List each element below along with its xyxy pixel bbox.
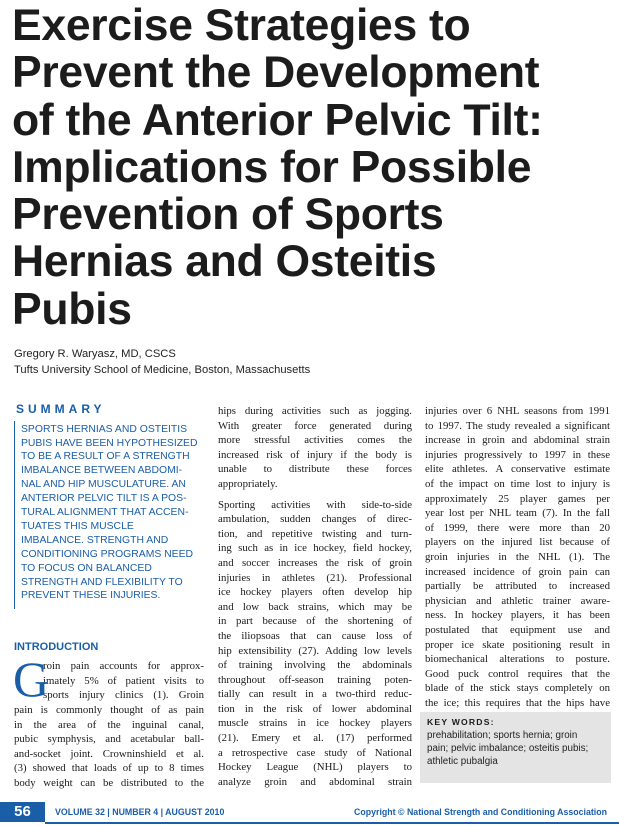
text-line: hips during activities such as jogging. bbox=[218, 405, 412, 417]
text-line: elite athletes. A conservative estimate bbox=[425, 463, 610, 476]
article-title bbox=[12, 2, 612, 333]
keywords-line: athletic pubalgia bbox=[427, 756, 498, 768]
text-line: of 1999, there were more than 20 bbox=[425, 521, 610, 534]
text-line: analyze groin and abdominal strain bbox=[218, 775, 412, 788]
text-line: injuries over 6 NHL seasons from 1991 bbox=[425, 405, 610, 417]
summary-line: TO FOCUS ON BALANCED bbox=[21, 562, 152, 574]
summary-line: ANTERIOR PELVIC TILT IS A POS- bbox=[21, 493, 187, 505]
text-line: Hockey League (NHL) players to bbox=[218, 761, 412, 774]
text-line: blade of the stick stays completely on bbox=[425, 682, 610, 695]
intro-line: (3) showed that loads of up to 8 times bbox=[14, 762, 204, 775]
summary-line: TUATES THIS MUSCLE bbox=[21, 520, 134, 532]
intro-line: pubic symphysis, and acetabular ball- bbox=[14, 733, 204, 746]
summary-box bbox=[14, 421, 204, 609]
text-line: ambulation, sudden changes of direc- bbox=[218, 513, 412, 526]
text-line: injuries in athletes (21). Professional bbox=[218, 571, 412, 584]
intro-line: body weight can be distributed to the bbox=[14, 776, 204, 789]
text-line: ing such as in ice hockey, field hockey, bbox=[218, 542, 412, 555]
summary-line: PREVENT THESE INJURIES. bbox=[21, 590, 161, 602]
text-line: of training involving the abdominals bbox=[218, 659, 412, 672]
paragraph bbox=[218, 404, 412, 492]
text-line: players on the injured list because of bbox=[425, 536, 610, 549]
text-line: more stressful activities comes the bbox=[218, 434, 412, 447]
text-line: hip extensibility (27). Adding low levels bbox=[218, 644, 412, 657]
text-line: physician and athletic trainer aware- bbox=[425, 594, 610, 607]
text-line: the ice; this requires that the hips have bbox=[425, 696, 610, 709]
summary-line: IMBALANCE BETWEEN ABDOMI- bbox=[21, 465, 183, 477]
intro-line: in the area of the inguinal canal, bbox=[14, 718, 204, 731]
summary-line: PUBIS HAVE BEEN HYPOTHESIZED bbox=[21, 437, 198, 449]
intro-line: sports injury clinics (1). Groin bbox=[43, 689, 204, 702]
keywords-heading: KEY WORDS: bbox=[427, 717, 495, 727]
title-line: Implications for Possible bbox=[12, 142, 532, 192]
text-line: With greater force generated during bbox=[218, 419, 412, 432]
page-footer bbox=[0, 798, 619, 826]
column-1 bbox=[14, 402, 204, 791]
summary-line: TO BE A RESULT OF A STRENGTH bbox=[21, 451, 190, 463]
drop-cap: G bbox=[13, 651, 50, 708]
text-line: a retrospective case study of National bbox=[218, 746, 412, 759]
paragraph bbox=[218, 498, 412, 790]
text-line: and low back strains, which may be bbox=[218, 600, 412, 613]
author-name: Gregory R. Waryasz, MD, CSCS bbox=[14, 348, 176, 360]
page-number: 56 bbox=[0, 802, 45, 822]
keywords-line: pain; pelvic imbalance; osteitis pubis; bbox=[427, 743, 589, 755]
title-line: Pubis bbox=[12, 284, 132, 334]
text-line: of the impact on time lost to injury is bbox=[425, 477, 610, 490]
text-line: year lost per NHL team (7). In the fall bbox=[425, 507, 610, 520]
text-line: Sporting activities with side-to-side bbox=[218, 498, 412, 511]
text-line: proper ice skate positioning result in bbox=[425, 638, 610, 651]
summary-line: TURAL ALIGNMENT THAT ACCEN- bbox=[21, 507, 189, 519]
text-line: and soccer increases the risk of groin bbox=[218, 556, 412, 569]
text-line: tially can result in a two-third reduc- bbox=[218, 688, 412, 701]
author-affiliation: Tufts University School of Medicine, Boston, Massachusetts bbox=[14, 363, 311, 376]
text-line: tion, and repetitive twisting and turn- bbox=[218, 527, 412, 540]
text-line: groin injuries in the NHL (1). The bbox=[425, 550, 610, 563]
issue-info: VOLUME 32 | NUMBER 4 | AUGUST 2010 bbox=[55, 807, 225, 817]
introduction-heading: INTRODUCTION bbox=[14, 640, 99, 653]
text-line: (21). Emery et al. (17) performed bbox=[218, 732, 412, 745]
intro-line: pain is commonly thought of as pain bbox=[14, 703, 204, 716]
copyright-notice: Copyright © National Strength and Conditioning Association bbox=[354, 807, 607, 817]
intro-line: imately 5% of patient visits to bbox=[43, 674, 204, 687]
summary-line: CONDITIONING PROGRAMS NEED bbox=[21, 548, 194, 560]
keywords-box bbox=[420, 712, 611, 783]
text-line: increased risk of injury if the body is bbox=[218, 448, 412, 461]
text-line: to 1997. The study revealed a significant bbox=[425, 419, 610, 432]
text-line: increase in groin and abdominal strain bbox=[425, 434, 610, 447]
introduction-text bbox=[13, 651, 204, 790]
column-2 bbox=[218, 404, 412, 789]
text-line: ness. In hockey players, it has been bbox=[425, 609, 610, 622]
title-line: Prevent the Development bbox=[12, 48, 540, 98]
summary-line: NAL AND HIP MUSCULATURE. AN bbox=[21, 479, 186, 491]
keywords-text bbox=[427, 729, 611, 769]
text-line: ice hockey players often develop hip bbox=[218, 586, 412, 599]
summary-line: IMBALANCE. STRENGTH AND bbox=[21, 534, 169, 546]
text-line: Good puck control requires that the bbox=[425, 667, 610, 680]
intro-line: and-socket joint. Crowninshield et al. bbox=[14, 747, 204, 760]
title-line: Prevention of Sports bbox=[12, 190, 444, 240]
intro-line: roin pain accounts for approx- bbox=[43, 660, 204, 673]
footer-rule bbox=[45, 822, 619, 824]
text-line: in part because of the shortening of bbox=[218, 615, 412, 628]
summary-heading: SUMMARY bbox=[16, 402, 106, 416]
summary-line: SPORTS HERNIAS AND OSTEITIS bbox=[21, 423, 188, 435]
summary-line: STRENGTH AND FLEXIBILITY TO bbox=[21, 576, 183, 588]
text-line: postulated that equipment use and bbox=[425, 623, 610, 636]
text-line: muscle strains in ice hockey players bbox=[218, 717, 412, 730]
text-line: tion in the risk of lower abdominal bbox=[218, 702, 412, 715]
text-line: unable to distribute these forces bbox=[218, 463, 412, 476]
text-line: injuries progressively to 1997 in these bbox=[425, 448, 610, 461]
text-line: increased incidence of groin pain can bbox=[425, 565, 610, 578]
title-line: Hernias and Osteitis bbox=[12, 237, 437, 287]
text-line: partially be attributed to increased bbox=[425, 580, 610, 593]
text-line: biomechanical alterations to posture. bbox=[425, 653, 610, 666]
author-block bbox=[14, 347, 310, 378]
title-line: of the Anterior Pelvic Tilt: bbox=[12, 95, 543, 145]
text-line: approximately 25 player games per bbox=[425, 492, 610, 505]
title-line: Exercise Strategies to bbox=[12, 1, 471, 50]
text-line: throughout off-season training poten- bbox=[218, 673, 412, 686]
column-3 bbox=[425, 404, 610, 710]
text-line: appropriately. bbox=[218, 477, 278, 490]
text-line: the iliopsoas that can cause loss of bbox=[218, 629, 412, 642]
keywords-line: prehabilitation; sports hernia; groin bbox=[427, 730, 578, 741]
